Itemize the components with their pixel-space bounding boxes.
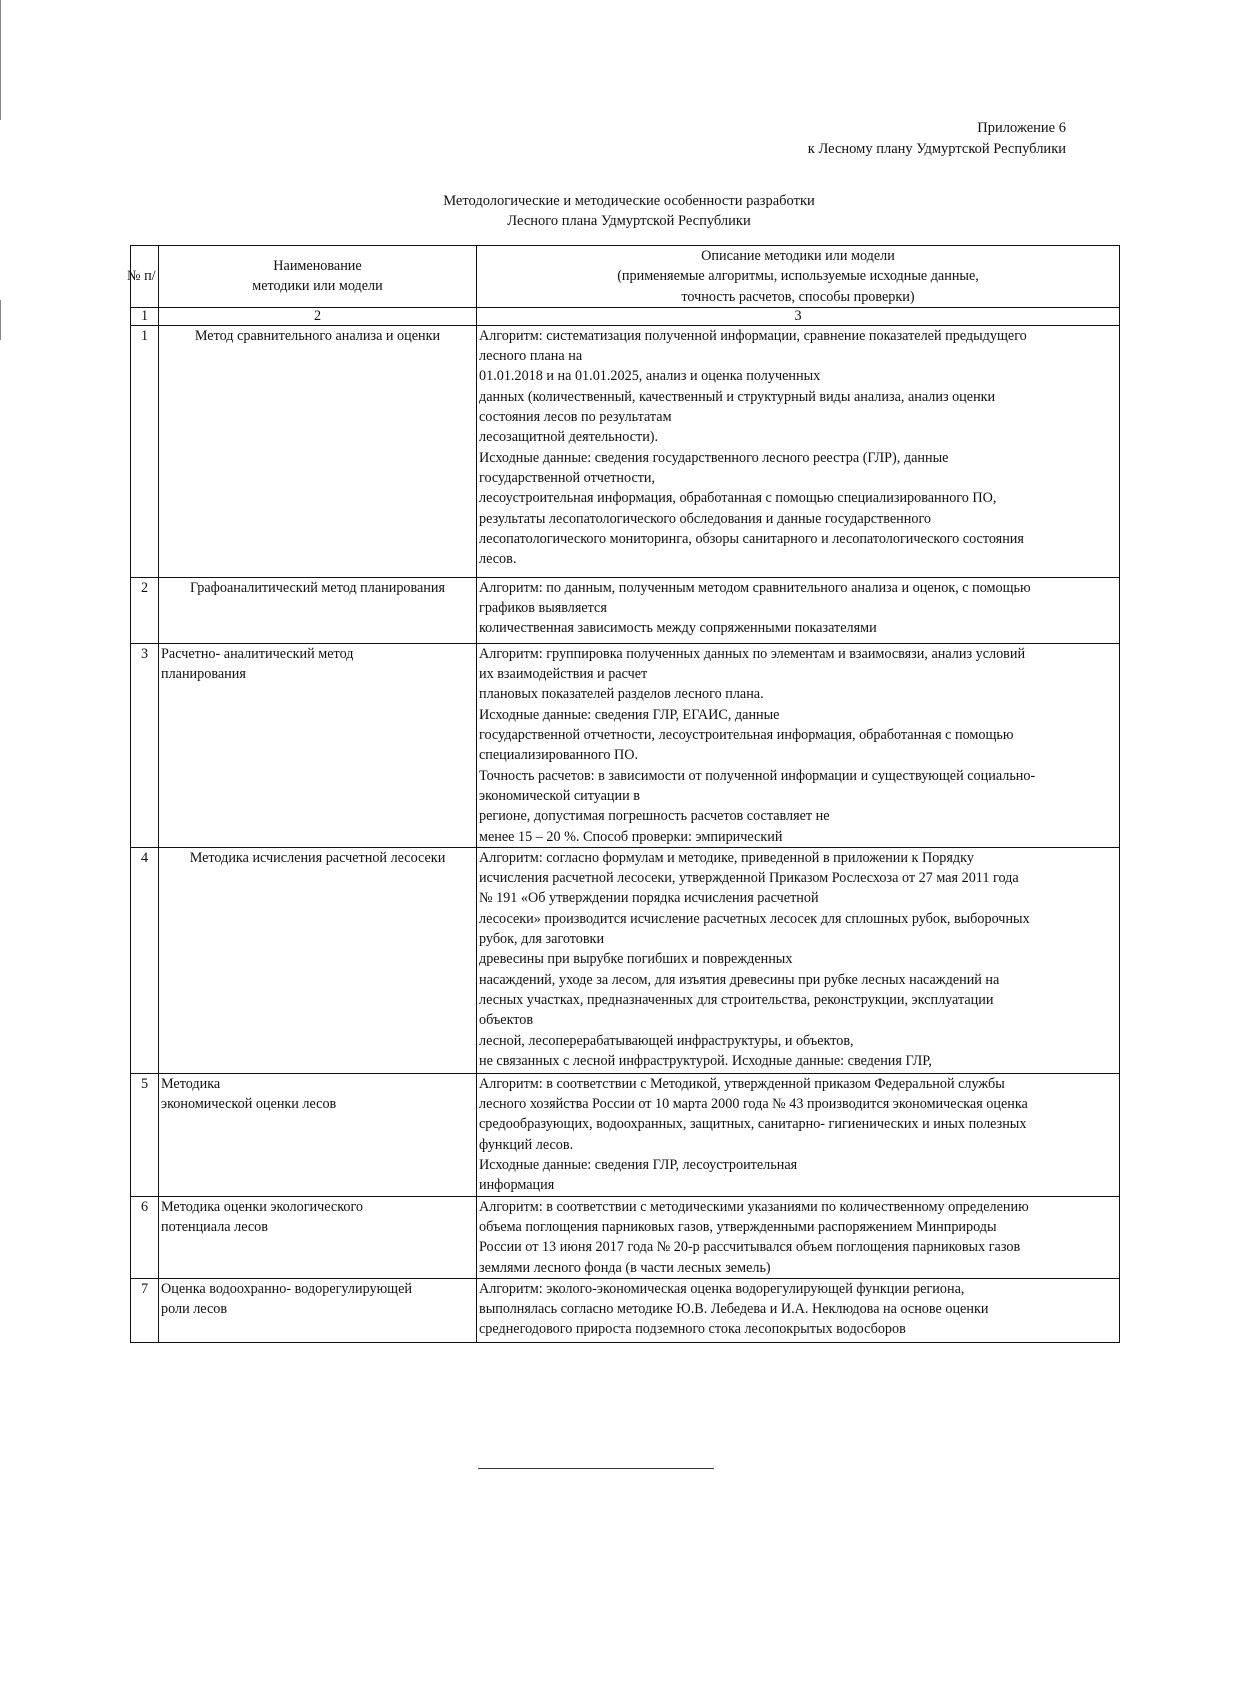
row-number: 7 (131, 1278, 159, 1342)
header-desc-line-3: точность расчетов, способы проверки) (681, 288, 915, 305)
description-line: исчисления расчетной лесосеки, утвержденной Приказом Рослесхоза от 27 мая 2011 года (479, 870, 1019, 887)
description-line: лесов. (479, 551, 517, 568)
header-desc-line-2: (применяемые алгоритмы, используемые исходные данные, (617, 268, 979, 285)
description-line: лесоустроительная информация, обработанная с помощью специализированного ПО, (479, 490, 997, 507)
description-line: данных (количественный, качественный и структурный виды анализа, анализ оценки (479, 388, 996, 405)
method-name (159, 325, 477, 577)
description-line: менее 15 – 20 %. Способ проверки: эмпирический (479, 828, 783, 845)
description-line: № 191 «Об утверждении порядка исчисления расчетной (479, 890, 819, 907)
method-name-line: планирования (161, 666, 246, 683)
table-row (131, 1278, 1120, 1342)
header-num-text: № п/ (127, 268, 156, 285)
description-line: Алгоритм: в соответствии с Методикой, утвержденной приказом Федеральной службы (479, 1075, 1005, 1092)
description-line: Исходные данные: сведения ГЛР, ЕГАИС, данные (479, 706, 780, 723)
description-line: 01.01.2018 и на 01.01.2025, анализ и оценка полученных (479, 368, 821, 385)
description-line: Алгоритм: систематизация полученной информации, сравнение показателей предыдущего (479, 327, 1027, 344)
method-name (159, 643, 477, 847)
method-name-line: Методика оценки экологического (161, 1198, 364, 1215)
header-name-line-1: Наименование (273, 258, 362, 275)
column-number: 3 (477, 307, 1120, 325)
table-row (131, 1073, 1120, 1196)
method-name (159, 1073, 477, 1196)
description-line: лесосеки» производится исчисление расчетных лесосек для сплошных рубок, выборочных (479, 910, 1030, 927)
column-number: 1 (131, 307, 159, 325)
description-line: их взаимодействия и расчет (479, 666, 648, 683)
description-line: выполнялась согласно методике Ю.В. Лебедева и И.А. Неклюдова на основе оценки (479, 1301, 989, 1318)
description-line: государственной отчетности, (479, 469, 656, 486)
method-name-line: Оценка водоохранно- водорегулирующей (161, 1280, 412, 1297)
method-description (477, 1278, 1120, 1342)
method-name-line: Расчетно- аналитический метод (161, 645, 354, 662)
title-line-2: Лесного плана Удмуртской Республики (507, 213, 751, 229)
method-name (159, 577, 477, 643)
header-name-line-2: методики или модели (252, 278, 383, 295)
description-line: средообразующих, водоохранных, защитных, санитарно- гигиенических и иных полезных (479, 1116, 1027, 1133)
description-line: Алгоритм: группировка полученных данных по элементам и взаимосвязи, анализ условий (479, 645, 1026, 662)
methods-table (127, 245, 1120, 1343)
description-line: лесной, лесоперерабатывающей инфраструктуры, и объектов, (479, 1032, 854, 1049)
description-line: Алгоритм: по данным, полученным методом сравнительного анализа и оценок, с помощью (479, 579, 1031, 596)
header-desc (477, 246, 1120, 308)
table-header-row (131, 246, 1120, 308)
method-name-line: Методика (161, 1075, 221, 1092)
title-line-1: Методологические и методические особенности разработки (443, 193, 815, 209)
document-title (0, 191, 1258, 231)
description-line: объектов (479, 1012, 534, 1029)
footer-rule (478, 1468, 714, 1469)
row-number: 1 (131, 325, 159, 577)
table-row (131, 577, 1120, 643)
appendix-line-2: к Лесному плану Удмуртской Республики (807, 141, 1066, 157)
description-line: среднегодового прироста подземного стока лесопокрытых водосборов (479, 1321, 906, 1338)
row-number: 4 (131, 847, 159, 1073)
method-description (477, 325, 1120, 577)
method-description (477, 1073, 1120, 1196)
description-line: Точность расчетов: в зависимости от полученной информации и существующей социально- (479, 767, 1036, 784)
description-line: специализированного ПО. (479, 747, 639, 764)
column-number: 2 (159, 307, 477, 325)
description-line: количественная зависимость между сопряженными показателями (479, 620, 877, 637)
method-name-line: экономической оценки лесов (161, 1096, 337, 1113)
description-line: лесопатологического мониторинга, обзоры санитарного и лесопатологического состояния (479, 530, 1024, 547)
method-name-line: Графоаналитический метод планирования (189, 579, 446, 596)
description-line: рубок, для заготовки (479, 931, 605, 948)
method-name (159, 847, 477, 1073)
description-line: землями лесного фонда (в части лесных земель) (479, 1259, 771, 1276)
table-row (131, 643, 1120, 847)
description-line: результаты лесопатологического обследования и данные государственного (479, 510, 932, 527)
header-name (159, 246, 477, 308)
description-line: Исходные данные: сведения государственного лесного реестра (ГЛР), данные (479, 449, 949, 466)
method-name-line: роли лесов (161, 1301, 228, 1318)
description-line: графиков выявляется (479, 600, 607, 617)
description-line: лесного плана на (479, 348, 583, 365)
description-line: регионе, допустимая погрешность расчетов составляет не (479, 808, 830, 825)
table-row (131, 847, 1120, 1073)
description-line: государственной отчетности, лесоустроительная информация, обработанная с помощью (479, 727, 1014, 744)
table-row (131, 1196, 1120, 1278)
column-number-row (131, 307, 1120, 325)
method-description (477, 577, 1120, 643)
description-line: объема поглощения парниковых газов, утвержденными распоряжением Минприроды (479, 1218, 997, 1235)
description-line: не связанных с лесной инфраструктурой. Исходные данные: сведения ГЛР, (479, 1052, 932, 1069)
row-number: 5 (131, 1073, 159, 1196)
description-line: лесных участках, предназначенных для строительства, реконструкции, эксплуатации (479, 991, 994, 1008)
scan-edge-mark (0, 0, 1, 120)
appendix-line-1: Приложение 6 (977, 120, 1066, 136)
description-line: информация (479, 1177, 555, 1194)
header-desc-line-1: Описание методики или модели (701, 248, 895, 264)
header-num (127, 246, 159, 308)
description-line: лесного хозяйства России от 10 марта 2000 года № 43 производится экономическая оценка (479, 1096, 1028, 1113)
method-name-line: Методика исчисления расчетной лесосеки (189, 849, 446, 866)
description-line: Алгоритм: согласно формулам и методике, приведенной в приложении к Порядку (479, 849, 974, 866)
table-row (131, 325, 1120, 577)
description-line: Алгоритм: в соответствии с методическими указаниями по количественному определению (479, 1198, 1029, 1215)
appendix-note (808, 118, 1066, 160)
method-description (477, 847, 1120, 1073)
description-line: древесины при вырубке погибших и поврежденных (479, 951, 793, 968)
row-number: 2 (131, 577, 159, 643)
method-name-line: Метод сравнительного анализа и оценки (194, 327, 441, 344)
description-line: экономической ситуации в (479, 787, 640, 804)
description-line: лесозащитной деятельности). (479, 429, 659, 446)
method-description (477, 643, 1120, 847)
row-number: 6 (131, 1196, 159, 1278)
description-line: Исходные данные: сведения ГЛР, лесоустроительная (479, 1157, 798, 1174)
method-description (477, 1196, 1120, 1278)
description-line: насаждений, уходе за лесом, для изъятия древесины при рубке лесных насаждений на (479, 971, 1000, 988)
description-line: России от 13 июня 2017 года № 20-р рассчитывался объем поглощения парниковых газов (479, 1239, 1021, 1256)
method-name (159, 1196, 477, 1278)
description-line: состояния лесов по результатам (479, 409, 672, 426)
description-line: функций лесов. (479, 1136, 574, 1153)
method-name-line: потенциала лесов (161, 1218, 268, 1235)
row-number: 3 (131, 643, 159, 847)
scan-edge-mark (0, 300, 1, 340)
method-name (159, 1278, 477, 1342)
description-line: Алгоритм: эколого-экономическая оценка водорегулирующей функции региона, (479, 1280, 965, 1297)
description-line: плановых показателей разделов лесного плана. (479, 686, 764, 703)
